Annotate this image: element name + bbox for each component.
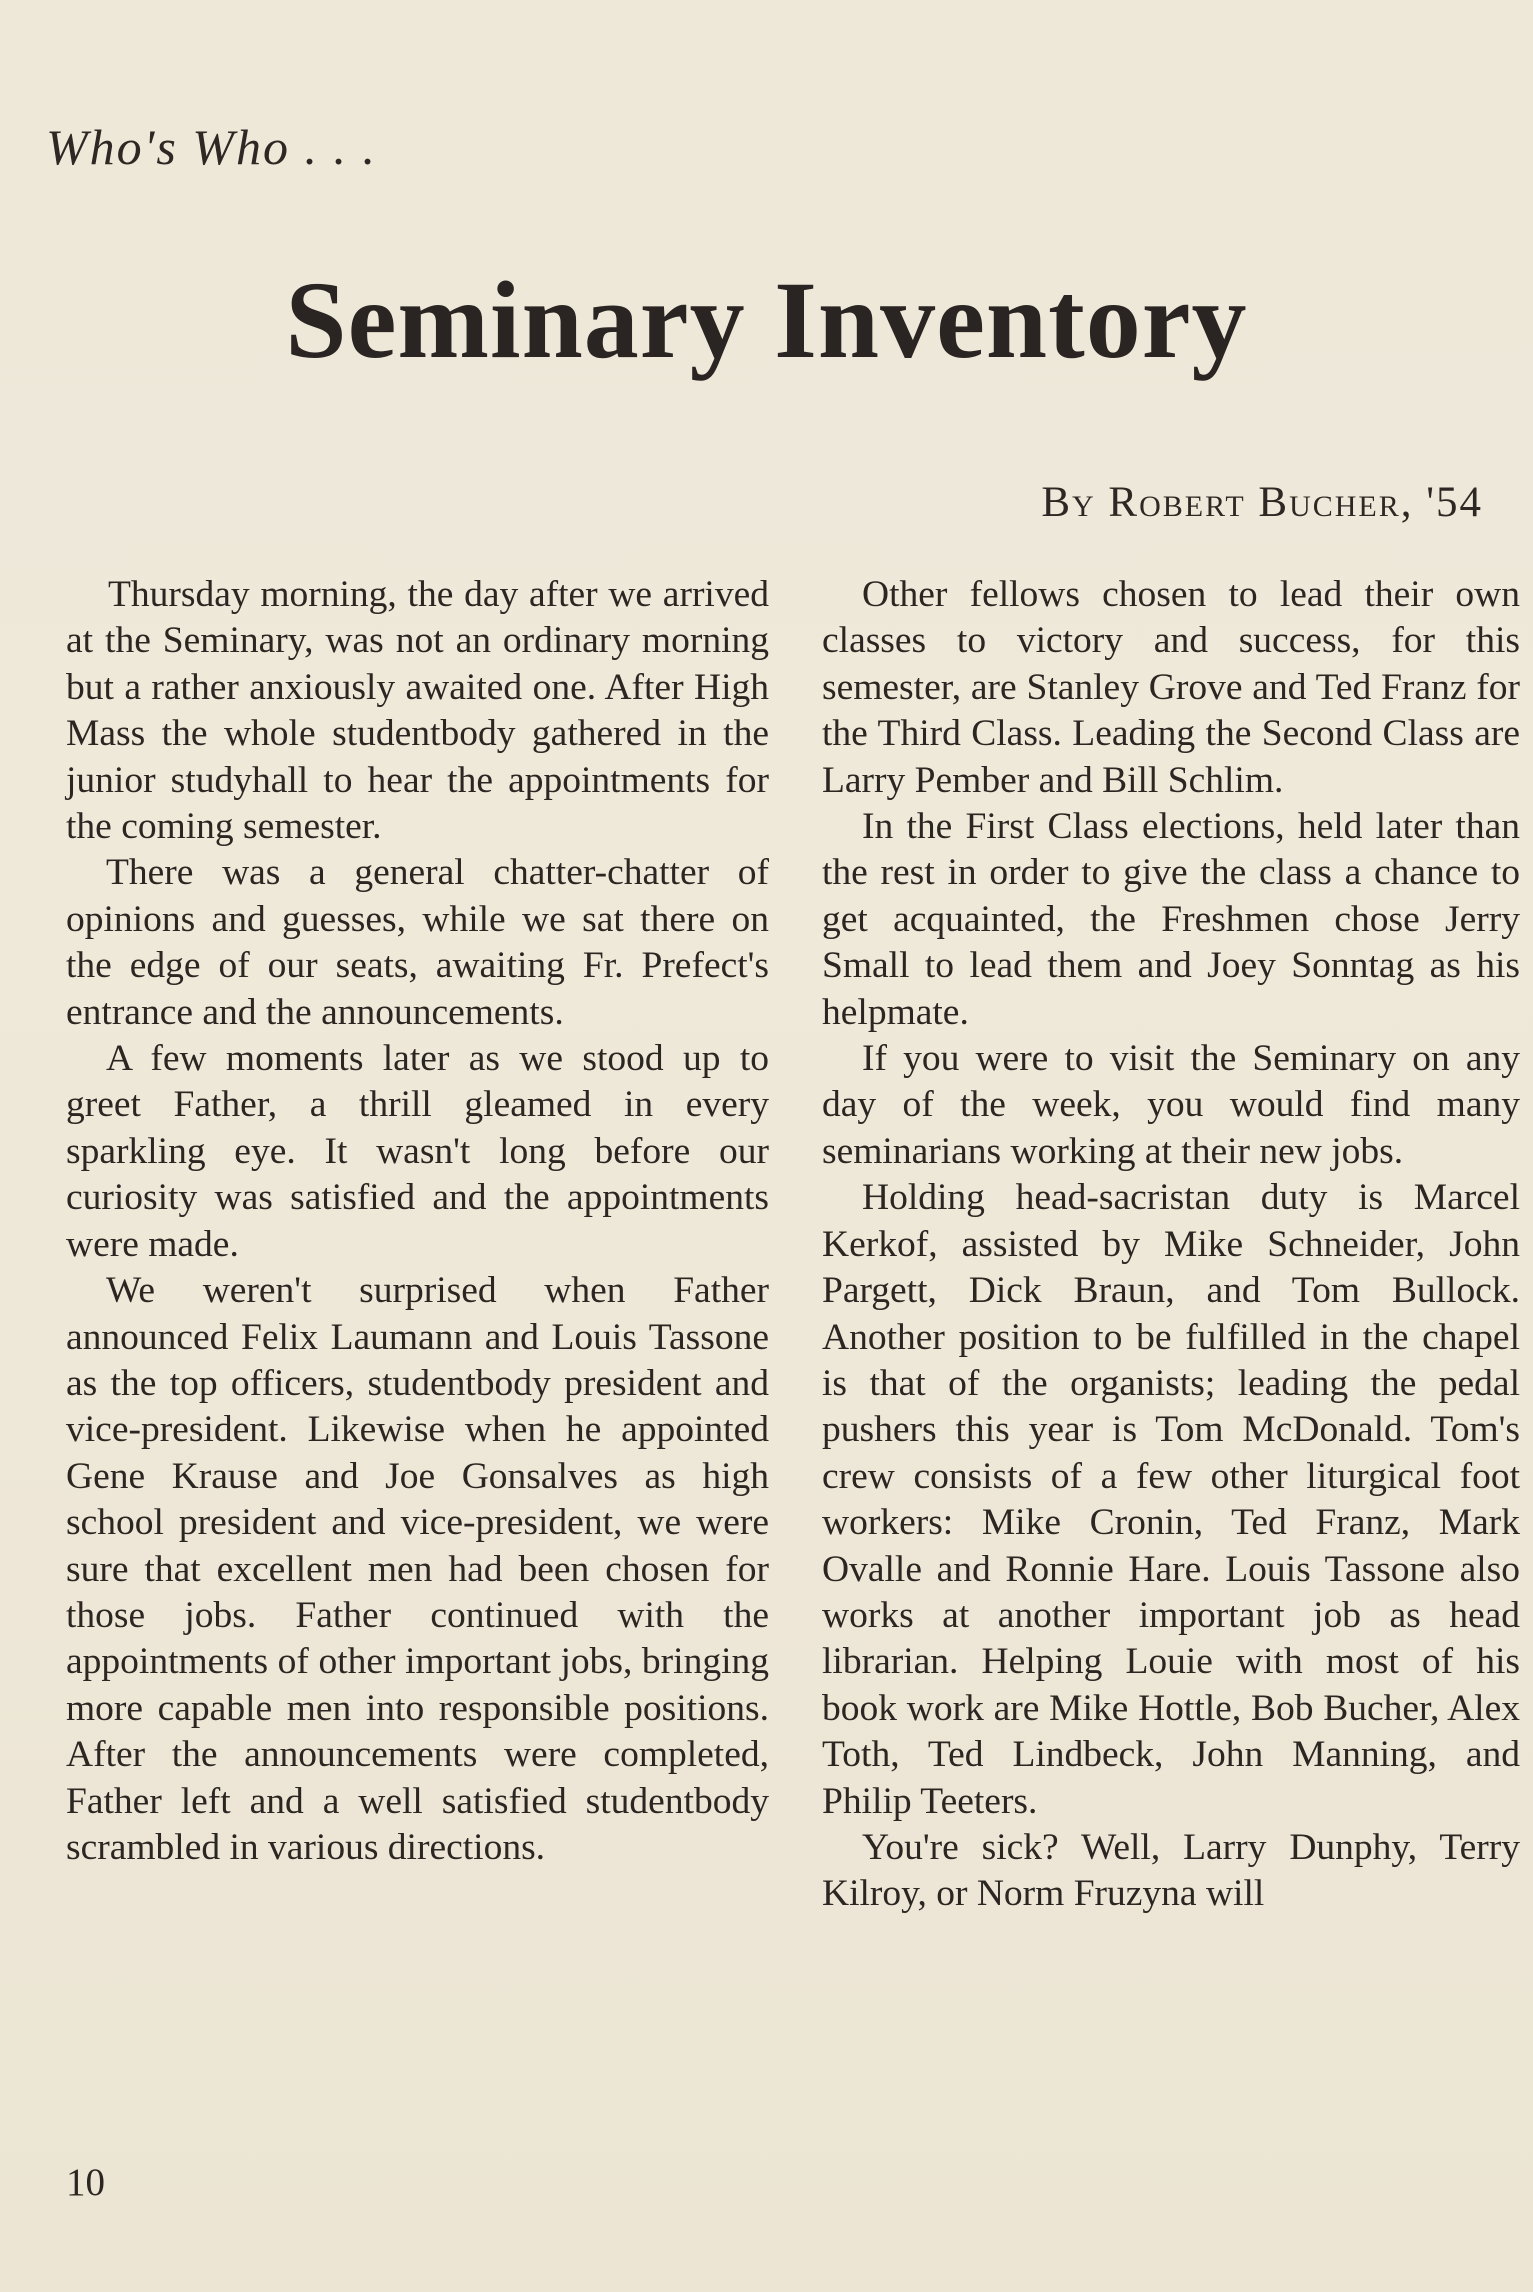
paragraph: There was a general chatter-chatter of opinions and guesses, while we sat there on the edge of our seats, awaiting Fr. Prefect's entrance and the announcements.: [66, 852, 769, 1033]
paragraph: A few moments later as we stood up to greet Father, a thrill gleamed in every sparkling eye. It wasn't long before our curiosity was satisfied and the appointments were made.: [66, 1038, 769, 1265]
page-number: 10: [66, 2161, 105, 2204]
paragraph: In the First Class elections, held later than the rest in order to give the class a chance to get acquainted, the Freshmen chose Jerry Small to lead them and Joey Sonntag as his helpmate.: [822, 806, 1520, 1033]
left-column: [66, 572, 769, 1871]
article-byline: By Robert Bucher, '54: [1041, 479, 1483, 526]
paragraph: Thursday morning, the day after we arrived at the Seminary, was not an ordinary morning but a rather anxiously awaited one. After High Mass the whole studentbody gathered in the junior studyhall to hear the appointments for the coming semester.: [66, 574, 769, 848]
paragraph: We weren't surprised when Father announced Felix Laumann and Louis Tassone as the top officers, studentbody president and vice-president. Likewise when he appointed Gene Krause and Joe Gonsalves as high school president and vice-president, we were sure that excellent men had been chosen for those jobs. Father continued with the appointments of other important jobs, bringing more capable men into responsible positions. After the announcements were completed, Father left and a well satisfied studentbody scrambled in various directions.: [66, 1270, 769, 1868]
paragraph: You're sick? Well, Larry Dunphy, Terry Kilroy, or Norm Fruzyna will: [822, 1826, 1520, 1915]
right-column: [822, 572, 1520, 1918]
article-title: Seminary Inventory: [285, 259, 1248, 381]
paragraph: Other fellows chosen to lead their own classes to victory and success, for this semester, are Stanley Grove and Ted Franz for the Third Class. Leading the Second Class are Larry Pember and Bill Schlim.: [822, 574, 1520, 801]
paragraph: If you were to visit the Seminary on any day of the week, you would find many seminarians working at their new jobs.: [822, 1038, 1520, 1172]
section-kicker: Who's Who . . .: [46, 119, 377, 175]
paragraph: Holding head-sacristan duty is Marcel Kerkof, assisted by Mike Schneider, John Pargett, Dick Braun, and Tom Bullock. Another position to be fulfilled in the chapel is that of the organists; leading the pedal pushers this year is Tom McDonald. Tom's crew consists of a few other liturgical foot workers: Mike Cronin, Ted Franz, Mark Ovalle and Ronnie Hare. Louis Tassone also works at another important job as head librarian. Helping Louie with most of his book work are Mike Hottle, Bob Bucher, Alex Toth, Ted Lindbeck, John Manning, and Philip Teeters.: [822, 1177, 1520, 1822]
